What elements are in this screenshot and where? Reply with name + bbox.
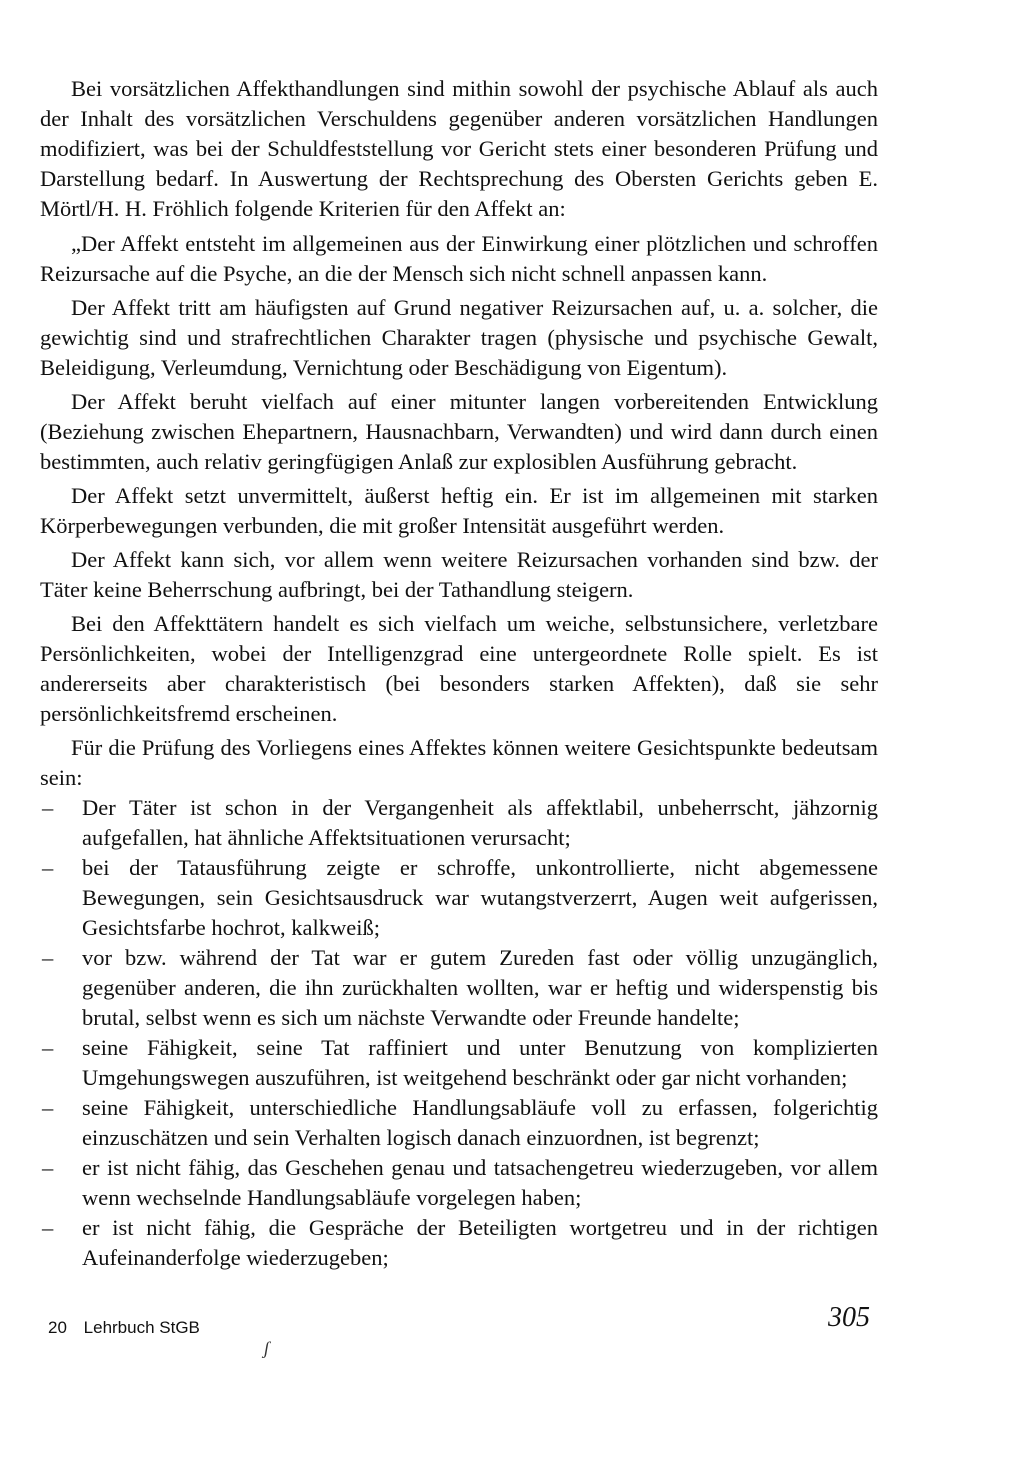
- paragraph-quote-1: „Der Affekt entsteht im allgemeinen aus der Einwirkung einer plötzlichen und schroffen Reizursache auf die Psyche, an die der Mensch sich nicht schnell anpassen kann.: [40, 231, 878, 286]
- paragraph-quote-3: Der Affekt beruht vielfach auf einer mitunter langen vorbereitenden Entwicklung (Beziehung zwischen Ehepartnern, Hausnachbarn, Verwandten) und wird dann durch einen bestimmten, auch relativ geringfügigen Anlaß zur explosiblen Ausführung gebracht.: [40, 389, 878, 474]
- list-item-text: Der Täter ist schon in der Vergangenheit als affektlabil, unbeherrscht, jähzornig aufgefallen, hat ähnliche Affektsituationen verursacht;: [82, 795, 878, 850]
- paragraph-criteria-intro: Für die Prüfung des Vorliegens eines Affektes können weitere Gesichtspunkte bedeutsam sein:: [40, 735, 878, 790]
- paragraph-quote-6: Bei den Affekttätern handelt es sich vielfach um weiche, selbstunsichere, verletzbare Persönlichkeiten, wobei der Intelligenzgrad eine untergeordnete Rolle spielt. Es ist andererseits aber charakteristisch (bei besonders starken Affekten), daß sie sehr persönlichkeitsfremd erscheinen.: [40, 611, 878, 726]
- list-item: [40, 1093, 878, 1153]
- paragraph-quote-4: Der Affekt setzt unvermittelt, äußerst heftig ein. Er ist im allgemeinen mit starken Körperbewegungen verbunden, die mit großer Intensität ausgeführt werden.: [40, 483, 878, 538]
- dash-bullet: –: [42, 1155, 54, 1180]
- signature-number: 20: [48, 1318, 67, 1337]
- paragraph-quote-5: Der Affekt kann sich, vor allem wenn weitere Reizursachen vorhanden sind bzw. der Täter keine Beherrschung aufbringt, bei der Tathandlung steigern.: [40, 547, 878, 602]
- list-item-text: bei der Tatausführung zeigte er schroffe, unkontrollierte, nicht abgemessene Bewegungen, sein Gesichtsausdruck war wutangstverzerrt, Augen weit aufgerissen, Gesichtsfarbe hochrot, kalkweiß;: [82, 855, 878, 940]
- book-title: Lehrbuch StGB: [83, 1318, 200, 1337]
- list-item: [40, 1033, 878, 1093]
- dash-bullet: –: [42, 945, 54, 970]
- paragraph-intro: Bei vorsätzlichen Affekthandlungen sind mithin sowohl der psychische Ablauf als auch der Inhalt des vorsätzlichen Verschuldens gegenüber anderen vorsätzlichen Handlungen modifiziert, was bei der Schuldfeststellung vor Gericht stets einer besonderen Prüfung und Darstellung bedarf. In Auswertung der Rechtsprechung des Obersten Gerichts geben E. Mörtl/H. H. Fröhlich folgende Kriterien für den Affekt an:: [40, 76, 878, 221]
- dash-bullet: –: [42, 1215, 54, 1240]
- criteria-list: [40, 793, 878, 1273]
- page-number: 305: [828, 1302, 870, 1333]
- dash-bullet: –: [42, 795, 54, 820]
- dash-bullet: –: [42, 1095, 54, 1120]
- list-item-text: seine Fähigkeit, seine Tat raffiniert und unter Benutzung von komplizierten Umgehungswegen auszuführen, ist weitgehend beschränkt oder gar nicht vorhanden;: [82, 1035, 878, 1090]
- page-footer: [48, 1318, 200, 1338]
- paragraph-quote-2: Der Affekt tritt am häufigsten auf Grund negativer Reizursachen auf, u. a. solcher, die gewichtig sind und strafrechtlichen Charakter tragen (physische und psychische Gewalt, Beleidigung, Verleumdung, Vernichtung oder Beschädigung von Eigentum).: [40, 295, 878, 380]
- list-item: [40, 943, 878, 1033]
- list-item-text: er ist nicht fähig, die Gespräche der Beteiligten wortgetreu und in der richtigen Aufeinanderfolge wiederzugeben;: [82, 1215, 878, 1270]
- list-item-text: er ist nicht fähig, das Geschehen genau und tatsachengetreu wiederzugeben, vor allem wenn wechselnde Handlungsabläufe vorgelegen haben;: [82, 1155, 878, 1210]
- list-item: [40, 1213, 878, 1273]
- list-item: [40, 793, 878, 853]
- stray-mark: ʃ: [264, 1338, 270, 1358]
- list-item-text: seine Fähigkeit, unterschiedliche Handlungsabläufe voll zu erfassen, folgerichtig einzuschätzen und sein Verhalten logisch danach einzuordnen, ist begrenzt;: [82, 1095, 878, 1150]
- dash-bullet: –: [42, 855, 54, 880]
- list-item: [40, 853, 878, 943]
- list-item: [40, 1153, 878, 1213]
- list-item-text: vor bzw. während der Tat war er gutem Zureden fast oder völlig unzugänglich, gegenüber anderen, die ihn zurückhalten wollten, war er heftig und widerspenstig bis brutal, selbst wenn es sich um nächste Verwandte oder Freunde handelte;: [82, 945, 878, 1030]
- dash-bullet: –: [42, 1035, 54, 1060]
- page-body: [40, 74, 878, 1273]
